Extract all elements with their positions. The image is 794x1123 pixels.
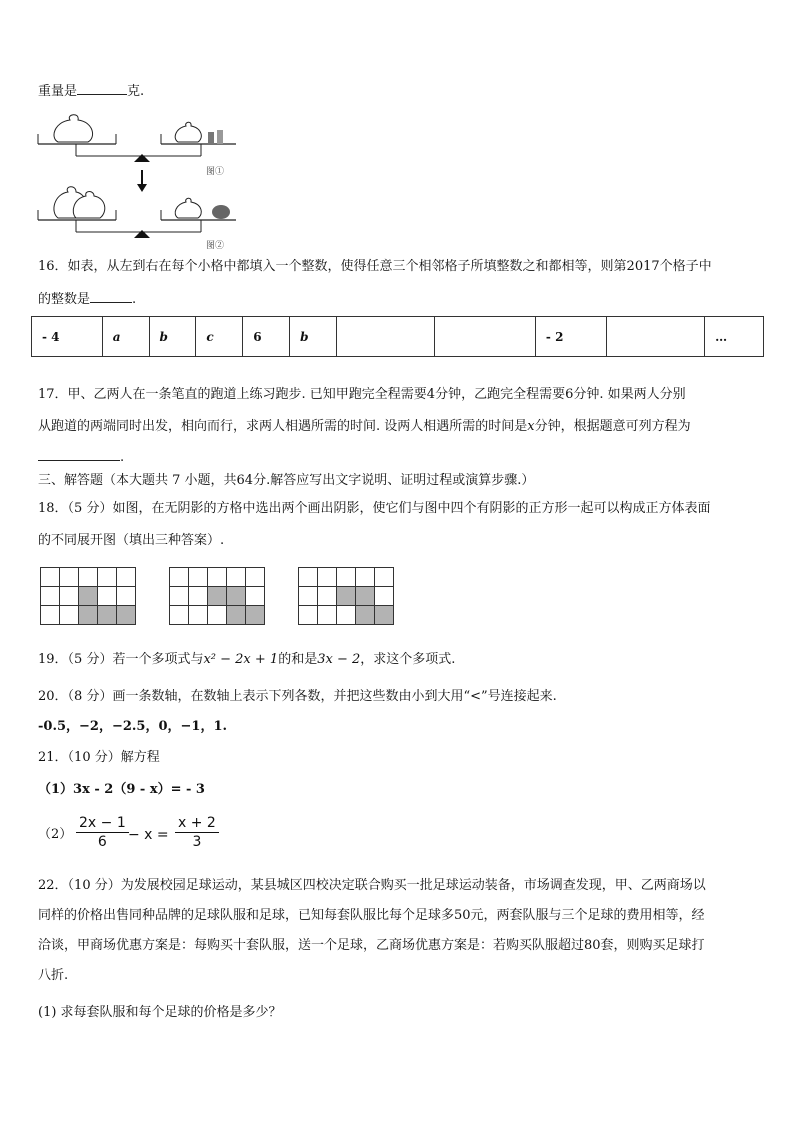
fraction-1: $\frac{2x - 1}{6}$ bbox=[76, 814, 129, 851]
net-grid-1 bbox=[40, 567, 136, 625]
answer-blank bbox=[77, 82, 127, 95]
net-grid-3 bbox=[298, 567, 394, 625]
q15-line: 重量是 克. bbox=[38, 84, 145, 99]
two-bags-icon bbox=[54, 187, 105, 218]
q17-line1: 17．甲、乙两人在一条笔直的跑道上练习跑步. 已知甲跑完全程需要4分钟，乙跑完全程需要6分钟. 如果两人分别 bbox=[38, 387, 686, 402]
q18-line1: 18．（5 分）如图，在无阴影的方格中选出两个画出阴影，使它们与图中四个有阴影的正方形一起可以构成正方体表面 bbox=[38, 501, 711, 516]
cell: a bbox=[102, 317, 149, 357]
q21-eq1: （1）3x - 2（9 - x）= - 3 bbox=[38, 782, 205, 797]
weight-icon bbox=[212, 205, 230, 219]
q17-line2: 从跑道的两端同时出发，相向而行，求两人相遇所需的时间. 设两人相遇所需的时间是x分钟，根据题意可列方程为 bbox=[38, 419, 691, 434]
answer-blank bbox=[90, 290, 132, 303]
q18-line2: 的不同展开图（填出三种答案）. bbox=[38, 533, 225, 548]
net-grid-2 bbox=[169, 567, 265, 625]
q17-line3: . bbox=[38, 448, 124, 467]
q22-line2: 同样的价格出售同种品牌的足球队服和足球，已知每套队服比每个足球多50元，两套队服与三个足球的费用相等，经 bbox=[38, 908, 705, 923]
q21-eq2-mid: − x = bbox=[128, 827, 169, 843]
q16-line2: 的整数是 . bbox=[38, 292, 137, 307]
q22-sub1: (1) 求每套队服和每个足球的价格是多少？ bbox=[38, 1005, 282, 1020]
q21-eq2-label: （2） bbox=[38, 827, 73, 842]
q20-numbers: -0.5，−2，−2.5，0，−1，1. bbox=[38, 719, 228, 734]
small-bag-icon bbox=[175, 122, 201, 142]
q22-line1: 22．（10 分）为发展校园足球运动，某县城区四校决定联合购买一批足球运动装备，市场调查发现，甲、乙两商场以 bbox=[38, 878, 706, 893]
q20-line1: 20．（8 分）画一条数轴，在数轴上表示下列各数，并把这些数由小到大用“<”号连接起来. bbox=[38, 689, 557, 704]
cell bbox=[435, 317, 536, 357]
fraction-2: $\frac{x + 2}{3}$ bbox=[175, 814, 219, 851]
svg-text:图②: 图② bbox=[206, 241, 225, 251]
q22-line4: 八折. bbox=[38, 968, 69, 983]
cell: c bbox=[196, 317, 243, 357]
svg-text:图①: 图① bbox=[206, 167, 225, 177]
cell: 6 bbox=[243, 317, 290, 357]
section-heading: 三、解答题（本大题共 7 小题，共64分.解答应写出文字说明、证明过程或演算步骤.） bbox=[38, 473, 535, 488]
q22-line3: 洽谈，甲商场优惠方案是：每购买十套队服，送一个足球，乙商场优惠方案是：若购买队服超过80套，则购买足球打 bbox=[38, 938, 705, 953]
cell: b bbox=[149, 317, 196, 357]
balance-figure bbox=[36, 108, 236, 253]
answer-blank bbox=[38, 448, 120, 461]
cell: - 4 bbox=[32, 317, 103, 357]
sequence-table bbox=[31, 316, 764, 357]
cell: b bbox=[290, 317, 337, 357]
cell bbox=[606, 317, 705, 357]
big-bag-icon bbox=[54, 115, 93, 142]
cell: - 2 bbox=[535, 317, 606, 357]
q16-line1: 16．如表，从左到右在每个小格中都填入一个整数，使得任意三个相邻格子所填整数之和都相等，则第2017个格子中 bbox=[38, 259, 712, 274]
q21-line1: 21．（10 分）解方程 bbox=[38, 750, 160, 765]
cell bbox=[336, 317, 435, 357]
q19-line: 19．（5 分）若一个多项式与x² − 2x + 1的和是3x − 2，求这个多项式. bbox=[38, 652, 456, 667]
cell: … bbox=[705, 317, 764, 357]
